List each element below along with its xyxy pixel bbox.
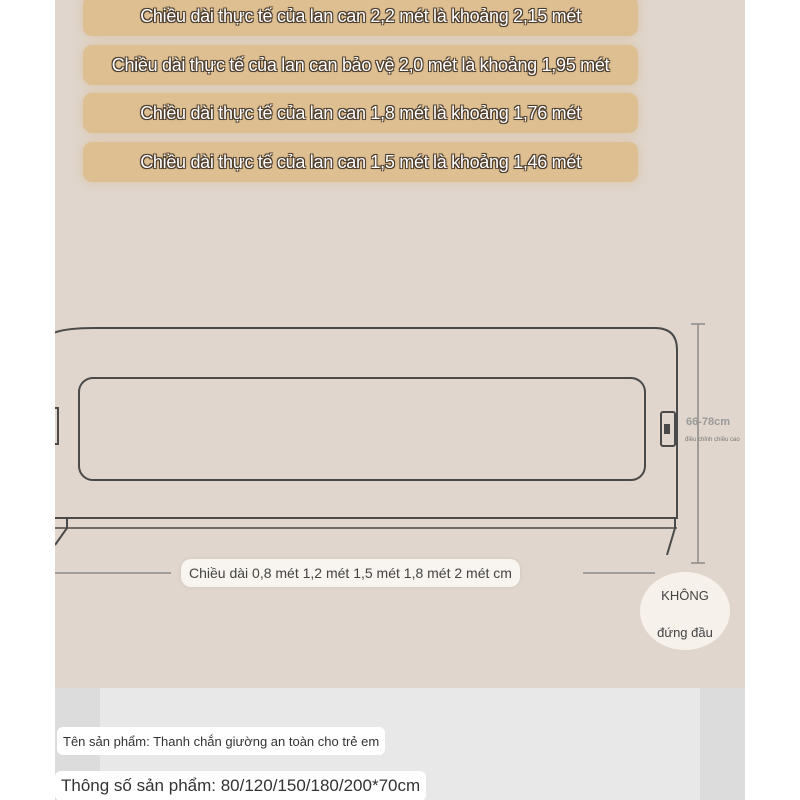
height-label: 66-78cm — [686, 416, 731, 428]
banner-1-8m — [83, 93, 638, 133]
product-spec: Thông số sản phẩm: 80/120/150/180/200*70cm — [55, 771, 426, 800]
banner-2-2m — [83, 0, 638, 36]
height-sublabel: điều chỉnh chiều cao — [685, 437, 740, 443]
banner-text: Chiều dài thực tế của lan can 1,5 mét là khoảng 1,46 mét — [140, 151, 581, 172]
mesh-panel — [79, 378, 645, 480]
banner-text: Chiều dài thực tế của lan can 2,2 mét là khoảng 2,15 mét — [140, 5, 581, 26]
rail-outline — [55, 328, 677, 518]
badge-line-1: KHÔNG — [661, 588, 709, 603]
bed-rail-diagram — [55, 300, 745, 600]
banner-text: Chiều dài thực tế của lan can bảo vệ 2,0 mét là khoảng 1,95 mét — [111, 54, 610, 75]
product-image — [55, 0, 745, 800]
right-clip-button — [664, 424, 670, 434]
left-clip — [55, 408, 58, 444]
length-label: Chiều dài 0,8 mét 1,2 mét 1,5 mét 1,8 mét 2 mét cm — [181, 559, 520, 587]
badge-line-2: đứng đầu — [657, 625, 713, 640]
banner-2-0m — [83, 45, 638, 85]
banner-text: Chiều dài thực tế của lan can 1,8 mét là khoảng 1,76 mét — [140, 102, 581, 123]
left-bracket — [55, 518, 67, 545]
no-headboard-badge — [640, 572, 730, 650]
banner-1-5m — [83, 142, 638, 182]
right-bracket — [647, 518, 675, 555]
product-name: Tên sản phẩm: Thanh chắn giường an toàn cho trẻ em — [57, 727, 385, 755]
